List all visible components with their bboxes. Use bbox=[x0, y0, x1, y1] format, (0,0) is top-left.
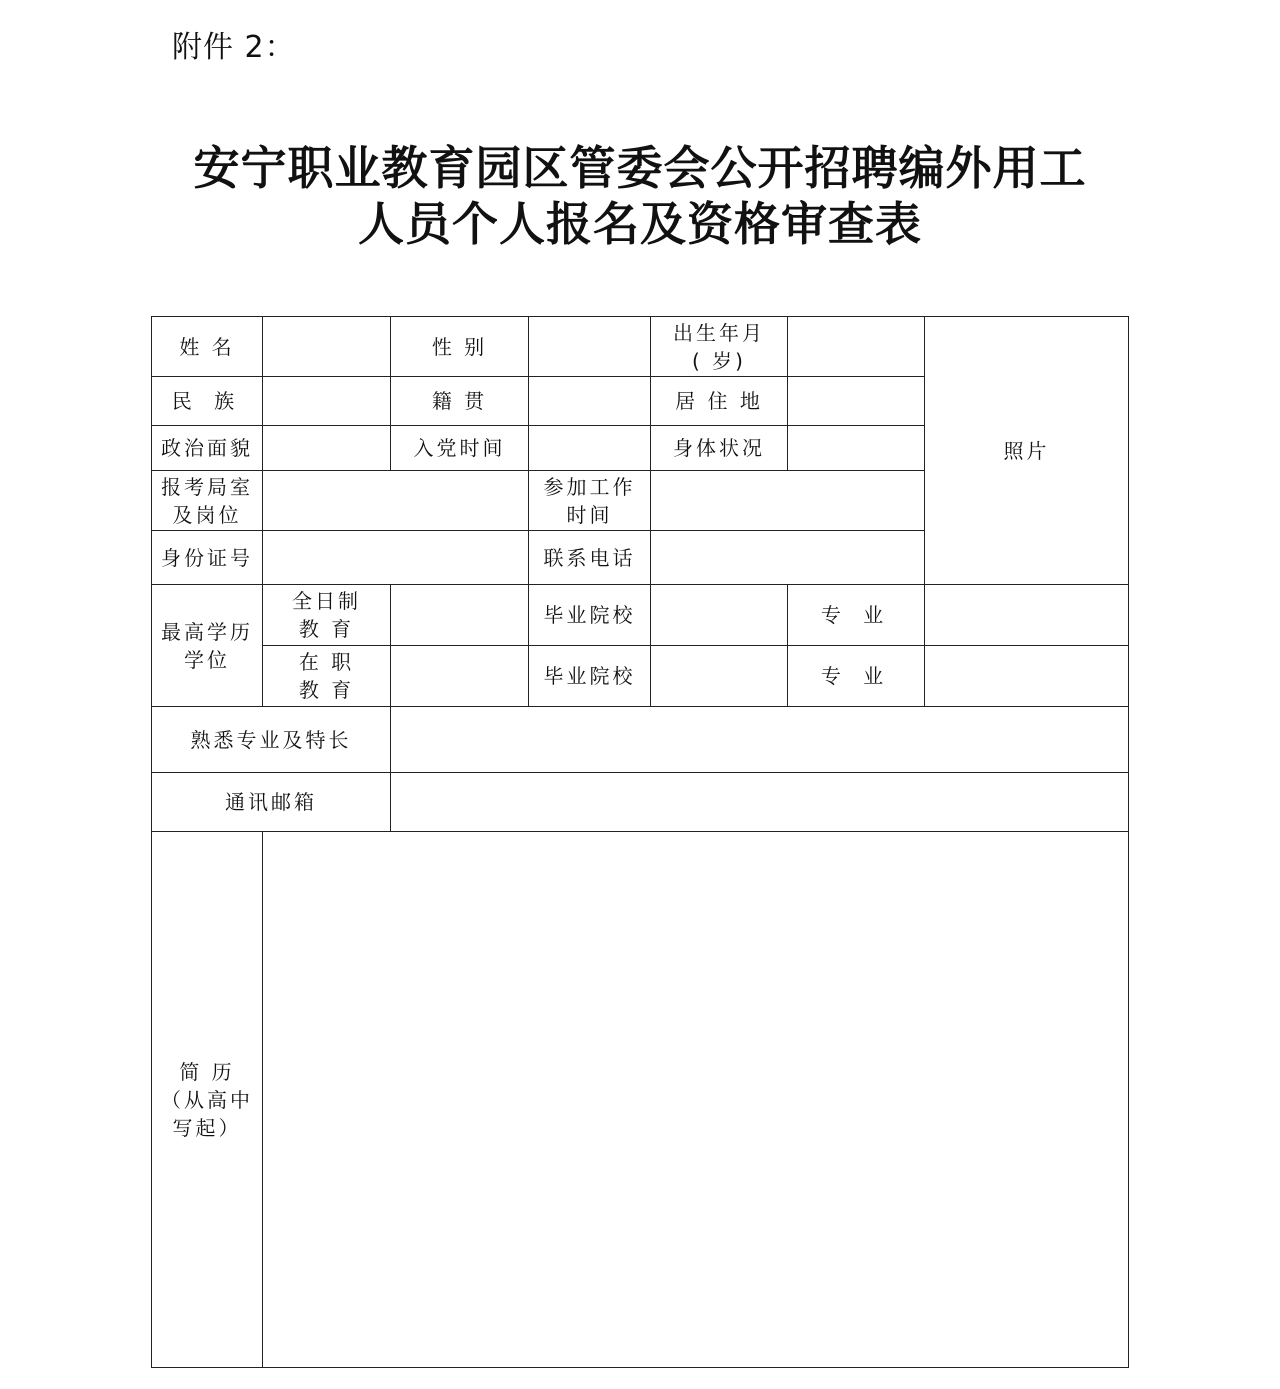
parttime-education-label: 在 职 教 育 bbox=[263, 646, 391, 707]
email-field[interactable] bbox=[391, 773, 1129, 832]
attachment-label: 附件 2： bbox=[172, 30, 296, 65]
phone-label: 联系电话 bbox=[529, 531, 651, 585]
health-field[interactable] bbox=[788, 426, 925, 471]
birth-label: 出生年月 ( 岁) bbox=[651, 317, 788, 377]
political-status-field[interactable] bbox=[263, 426, 391, 471]
ethnicity-field[interactable] bbox=[263, 377, 391, 426]
birth-field[interactable] bbox=[788, 317, 925, 377]
title-line-2: 人员个人报名及资格审查表 bbox=[358, 197, 922, 251]
name-field[interactable] bbox=[263, 317, 391, 377]
fulltime-school-label: 毕业院校 bbox=[529, 585, 651, 646]
gender-field[interactable] bbox=[529, 317, 651, 377]
resume-label: 简 历 （从高中 写起） bbox=[152, 832, 263, 1368]
parttime-major-field[interactable] bbox=[925, 646, 1129, 707]
parttime-school-label: 毕业院校 bbox=[529, 646, 651, 707]
specialty-label: 熟悉专业及特长 bbox=[152, 707, 391, 773]
registration-form-table bbox=[151, 316, 1129, 1368]
parttime-school-field[interactable] bbox=[651, 646, 788, 707]
health-label: 身体状况 bbox=[651, 426, 788, 471]
fulltime-education-field[interactable] bbox=[391, 585, 529, 646]
education-label: 最高学历 学位 bbox=[152, 585, 263, 707]
work-start-field[interactable] bbox=[651, 471, 925, 531]
specialty-field[interactable] bbox=[391, 707, 1129, 773]
apply-post-label: 报考局室 及岗位 bbox=[152, 471, 263, 531]
id-number-label: 身份证号 bbox=[152, 531, 263, 585]
native-place-label: 籍 贯 bbox=[391, 377, 529, 426]
ethnicity-label: 民 族 bbox=[152, 377, 263, 426]
fulltime-major-field[interactable] bbox=[925, 585, 1129, 646]
parttime-major-label: 专 业 bbox=[788, 646, 925, 707]
fulltime-major-label: 专 业 bbox=[788, 585, 925, 646]
form-title bbox=[0, 140, 1280, 252]
residence-field[interactable] bbox=[788, 377, 925, 426]
work-start-label: 参加工作 时间 bbox=[529, 471, 651, 531]
parttime-education-field[interactable] bbox=[391, 646, 529, 707]
title-line-1: 安宁职业教育园区管委会公开招聘编外用工 bbox=[193, 141, 1087, 195]
id-number-field[interactable] bbox=[263, 531, 529, 585]
fulltime-school-field[interactable] bbox=[651, 585, 788, 646]
resume-field[interactable] bbox=[263, 832, 1129, 1368]
gender-label: 性 别 bbox=[391, 317, 529, 377]
email-label: 通讯邮箱 bbox=[152, 773, 391, 832]
political-status-label: 政治面貌 bbox=[152, 426, 263, 471]
name-label: 姓 名 bbox=[152, 317, 263, 377]
party-join-time-field[interactable] bbox=[529, 426, 651, 471]
phone-field[interactable] bbox=[651, 531, 925, 585]
residence-label: 居 住 地 bbox=[651, 377, 788, 426]
photo-cell[interactable]: 照片 bbox=[925, 317, 1129, 585]
native-place-field[interactable] bbox=[529, 377, 651, 426]
fulltime-education-label: 全日制 教 育 bbox=[263, 585, 391, 646]
party-join-time-label: 入党时间 bbox=[391, 426, 529, 471]
apply-post-field[interactable] bbox=[263, 471, 529, 531]
